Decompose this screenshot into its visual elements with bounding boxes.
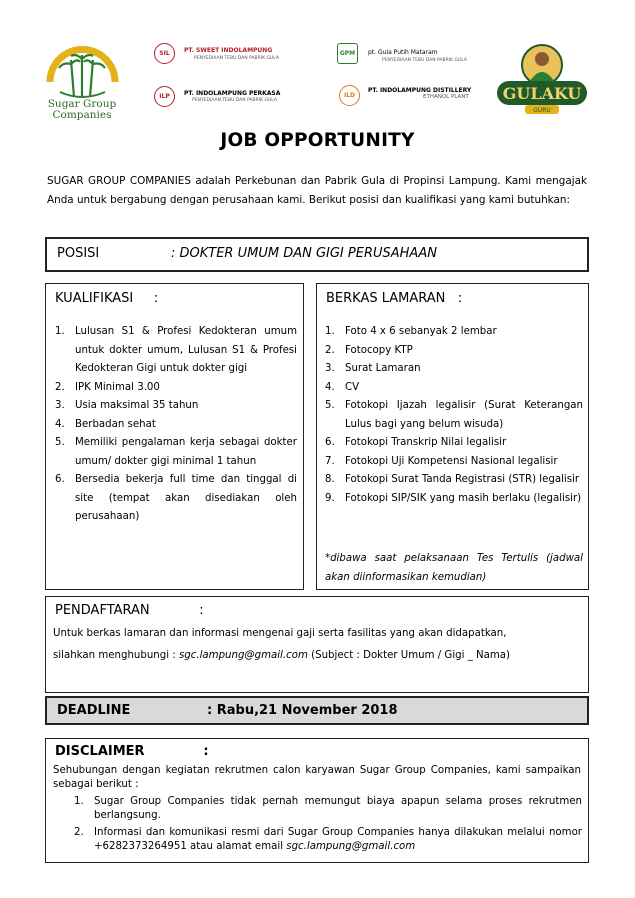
company-name-sil: PT. SWEET INDOLAMPUNG bbox=[184, 47, 273, 54]
list-item: 4. Berbadan sehat bbox=[55, 418, 156, 430]
company-sub-gpm: PENYEDIAAN TEBU DAN PABRIK GULA bbox=[382, 58, 467, 63]
gulaku-logo bbox=[495, 41, 589, 119]
pendaftaran-box bbox=[45, 596, 589, 693]
disclaimer-box bbox=[45, 738, 589, 863]
list-item: 5. Fotokopi Ijazah legalisir (Surat Keterangan Lulus bagi yang belum wisuda) bbox=[325, 400, 583, 430]
list-item: 9. Fotokopi SIP/SIK yang masih berlaku (legalisir) bbox=[325, 492, 582, 504]
list-item: 2. IPK Minimal 3.00 bbox=[55, 381, 160, 393]
list-item: 6. Fotokopi Transkrip Nilai legalisir bbox=[325, 437, 507, 448]
deadline-label: DEADLINE bbox=[57, 703, 131, 718]
kualifikasi-box bbox=[45, 283, 304, 590]
disclaimer-title: DISCLAIMER : bbox=[55, 744, 209, 759]
sil-logo: SIL bbox=[154, 43, 175, 64]
intro-paragraph: SUGAR GROUP COMPANIES adalah Perkebunan dan Pabrik Gula di Propinsi Lampung. Kami mengajak Anda untuk bergabung dengan perusahaan kami. Berikut posisi dan kualifikasi yang kami butuhkan: bbox=[47, 175, 587, 206]
list-item: 4. CV bbox=[325, 381, 360, 393]
list-item: 1. Sugar Group Companies tidak pernah memungut biaya apapun selama proses rekrutmen berlangsung. bbox=[74, 796, 582, 821]
posisi-value: : DOKTER UMUM DAN GIGI PERUSAHAAN bbox=[171, 246, 437, 261]
list-item: 8. Fotokopi Surat Tanda Registrasi (STR) legalisir bbox=[325, 474, 580, 485]
sugar-group-wordmark: Sugar Group Companies bbox=[47, 98, 117, 121]
company-name-ilp: PT. INDOLAMPUNG PERKASA bbox=[184, 90, 281, 97]
berkas-title: BERKAS LAMARAN : bbox=[326, 291, 463, 306]
kualifikasi-title: KUALIFIKASI : bbox=[55, 291, 159, 306]
list-item: 2. Informasi dan komunikasi resmi dari Sugar Group Companies hanya dilakukan melalui nomor +6282373264951 atau alamat email sgc.lampung@gmail.com bbox=[74, 827, 582, 852]
kualifikasi-list bbox=[55, 323, 297, 527]
page-title: JOB OPPORTUNITY bbox=[220, 130, 415, 151]
berkas-note: *dibawa saat pelaksanaan Tes Tertulis (jadwal akan diinformasikan kemudian) bbox=[325, 553, 583, 583]
list-item: 7. Fotokopi Uji Kompetensi Nasional legalisir bbox=[325, 455, 558, 467]
pendaftaran-line2: silahkan menghubungi : sgc.lampung@gmail.com (Subject : Dokter Umum / Gigi _ Nama) bbox=[53, 650, 511, 661]
list-item: 5. Memiliki pengalaman kerja sebagai dokter umum/ dokter gigi minimal 1 tahun bbox=[55, 437, 297, 467]
gulaku-sub: GURU bbox=[533, 107, 551, 114]
pendaftaran-line1: Untuk berkas lamaran dan informasi mengenai gaji serta fasilitas yang akan didapatkan, bbox=[53, 628, 507, 639]
posisi-label: POSISI bbox=[57, 246, 100, 261]
list-item: 1. Foto 4 x 6 sebanyak 2 lembar bbox=[325, 326, 497, 337]
company-name-ild: PT. INDOLAMPUNG DISTILLERY bbox=[368, 87, 472, 94]
pendaftaran-body bbox=[53, 623, 581, 667]
company-name-gpm: pt. Gula Putih Mataram bbox=[368, 49, 438, 56]
berkas-list bbox=[325, 323, 583, 508]
disclaimer-body: Sehubungan dengan kegiatan rekrutmen calon karyawan Sugar Group Companies, kami sampaikan sebagai berikut : bbox=[53, 765, 581, 790]
disclaimer-list bbox=[74, 795, 582, 857]
list-item: 1. Lulusan S1 & Profesi Kedokteran umum untuk dokter umum, Lulusan S1 & Profesi Kedokteran Gigi untuk dokter gigi bbox=[55, 326, 297, 374]
disclaimer-email-link[interactable]: sgc.lampung@gmail.com bbox=[286, 841, 416, 852]
company-sub-sil: PENYEDIAAN TEBU DAN PABRIK GULA bbox=[194, 56, 279, 61]
ild-logo: ILD bbox=[339, 85, 360, 106]
company-sub-ilp: PENYEDIAAN TEBU DAN PABRIK GULA bbox=[192, 98, 277, 103]
list-item: 3. Usia maksimal 35 tahun bbox=[55, 400, 199, 411]
gpm-logo: GPM bbox=[337, 43, 358, 64]
pendaftaran-title: PENDAFTARAN : bbox=[55, 603, 204, 618]
deadline-box bbox=[45, 696, 589, 725]
gulaku-text: GULAKU bbox=[502, 84, 582, 103]
contact-email-link[interactable]: sgc.lampung@gmail.com bbox=[178, 650, 308, 661]
berkas-box bbox=[316, 283, 589, 590]
ilp-logo: ILP bbox=[154, 86, 175, 107]
posisi-box bbox=[45, 237, 589, 272]
company-sub-ild: ETHANOL PLANT bbox=[423, 94, 469, 100]
list-item: 3. Surat Lamaran bbox=[325, 363, 421, 374]
list-item: 6. Bersedia bekerja full time dan tinggal di site (tempat akan disediakan oleh perusahaan) bbox=[55, 474, 297, 522]
deadline-value: : Rabu,21 November 2018 bbox=[207, 703, 398, 718]
list-item: 2. Fotocopy KTP bbox=[325, 344, 413, 356]
